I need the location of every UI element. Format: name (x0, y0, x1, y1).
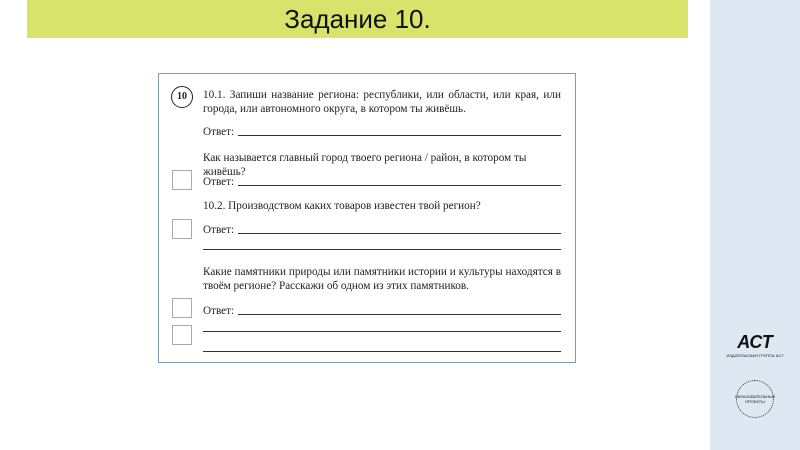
answer-line-4[interactable] (203, 238, 561, 252)
question-10-2: 10.2. Производством каких товаров известен твой регион? (203, 200, 481, 212)
edu-logo-text: ОБРАЗОВАТЕЛЬНЫЕ ПРОЕКТЫ (736, 380, 774, 418)
question-10-1b: Как называется главный город твоего региона / район, в котором ты живёшь? (203, 152, 527, 178)
answer-line-7[interactable] (203, 340, 561, 354)
answer-line-2[interactable] (203, 174, 561, 188)
title-banner (27, 0, 688, 38)
score-box[interactable] (172, 298, 192, 318)
ast-caption: ИЗДАТЕЛЬСКАЯ ГРУППА АСТ (726, 353, 784, 358)
slide-title: Задание 10. (284, 4, 431, 34)
answer-line-3[interactable] (203, 222, 561, 236)
question-10-1: 10.1. Запиши название региона: республики, или области, или края, или города, или автономного округа, в котором ты живёшь. (203, 89, 561, 115)
ast-logo-text: АСТ (737, 332, 773, 352)
score-box[interactable] (172, 170, 192, 190)
score-box[interactable] (172, 325, 192, 345)
ast-logo (722, 332, 788, 358)
answer-label: Ответ: (203, 126, 235, 138)
task-number: 10 (171, 86, 193, 108)
question-10-3: Какие памятники природы или памятники истории и культуры находятся в твоём регионе? Расскажи об одном из этих памятников. (203, 266, 561, 292)
answer-line-5[interactable] (203, 303, 561, 317)
answer-label: Ответ: (203, 305, 235, 317)
answer-line-6[interactable] (203, 320, 561, 334)
answer-label: Ответ: (203, 176, 235, 188)
score-box[interactable] (172, 219, 192, 239)
edu-projects-logo (722, 380, 788, 418)
answer-label: Ответ: (203, 224, 235, 236)
answer-line-1[interactable] (203, 124, 561, 138)
task-document (158, 73, 576, 363)
